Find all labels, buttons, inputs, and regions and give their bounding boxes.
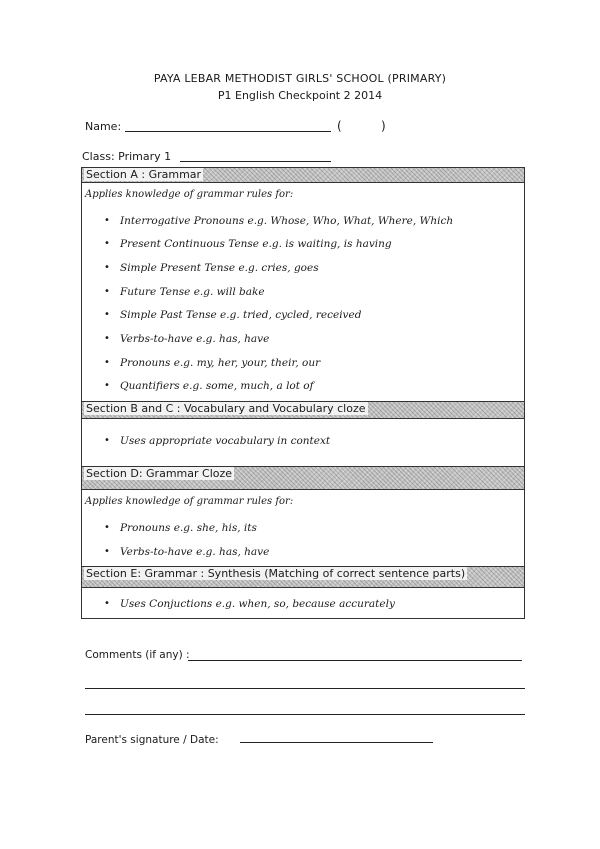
assessment-table [81,167,525,619]
comments-line[interactable] [188,660,522,661]
section-d-item: Verbs-to-have e.g. has, have [120,546,270,558]
bullet-icon: • [104,215,110,226]
section-d-title: Section D: Grammar Cloze [86,467,233,480]
section-d-item: Pronouns e.g. she, his, its [120,522,257,534]
bullet-icon: • [104,309,110,320]
section-a-intro: Applies knowledge of grammar rules for: [85,189,294,200]
class-label: Class: Primary 1 [82,150,172,163]
section-e-item: Uses Conjuctions e.g. when, so, because accurately [120,598,395,610]
register-paren-close: ) [381,119,386,133]
section-a-item: Interrogative Pronouns e.g. Whose, Who, What, Where, Which [120,215,454,227]
class-line[interactable] [180,161,331,162]
section-a-item: Quantifiers e.g. some, much, a lot of [120,380,314,392]
section-a-item: Simple Past Tense e.g. tried, cycled, received [120,309,362,321]
register-paren-open: ( [337,119,342,133]
bullet-icon: • [104,238,110,249]
name-line[interactable] [125,131,331,132]
signature-label: Parent's signature / Date: [85,734,219,746]
bullet-icon: • [104,380,110,391]
section-d-intro: Applies knowledge of grammar rules for: [85,496,294,507]
comments-line[interactable] [85,688,525,689]
comments-label: Comments (if any) : [85,649,190,661]
section-e-header [82,566,524,588]
section-d-header [82,466,524,490]
bullet-icon: • [104,333,110,344]
bullet-icon: • [104,357,110,368]
section-a-title: Section A : Grammar [86,168,202,181]
section-a-item: Verbs-to-have e.g. has, have [120,333,270,345]
section-bc-header [82,401,524,419]
comments-line[interactable] [85,714,525,715]
bullet-icon: • [104,435,110,446]
section-a-header [82,167,524,183]
name-label: Name: [85,120,122,133]
bullet-icon: • [104,286,110,297]
section-e-title: Section E: Grammar : Synthesis (Matching of correct sentence parts) [86,567,466,580]
school-name: PAYA LEBAR METHODIST GIRLS' SCHOOL (PRIMARY) [153,72,447,85]
bullet-icon: • [104,598,110,609]
section-a-item: Present Continuous Tense e.g. is waiting, is having [120,238,392,250]
bullet-icon: • [104,546,110,557]
bullet-icon: • [104,522,110,533]
section-a-item: Future Tense e.g. will bake [120,286,265,298]
section-a-item: Pronouns e.g. my, her, your, their, our [120,357,321,369]
section-a-item: Simple Present Tense e.g. cries, goes [120,262,319,274]
section-bc-title: Section B and C : Vocabulary and Vocabulary cloze [86,402,366,415]
checkpoint-title: P1 English Checkpoint 2 2014 [217,89,383,102]
section-bc-item: Uses appropriate vocabulary in context [120,435,331,447]
signature-line[interactable] [240,742,433,743]
bullet-icon: • [104,262,110,273]
